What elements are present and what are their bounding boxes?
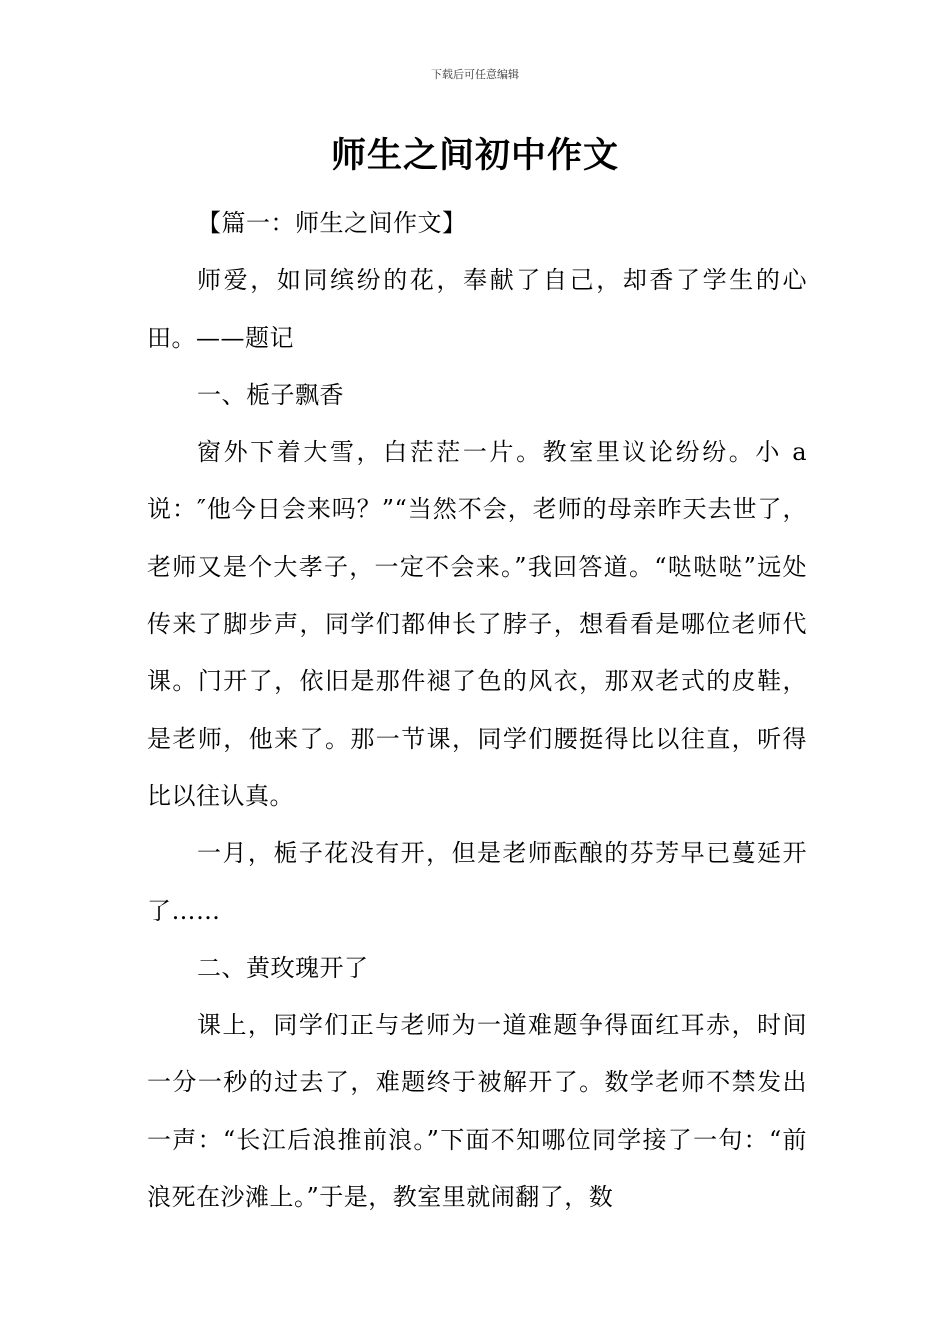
- paragraph: 课上，同学们正与老师为一道难题争得面红耳赤，时间一分一秒的过去了，难题终于被解开了。数学老师不禁发出一声：“长江后浪推前浪。”下面不知哪位同学接了一句：“前浪死在沙滩上。”于是，教室里就闹翻了，数: [147, 1011, 807, 1212]
- subheading: 一、栀子飘香: [197, 380, 344, 409]
- subheading: 二、黄玫瑰开了: [197, 953, 369, 982]
- paragraph: 师爱，如同缤纷的花，奉献了自己，却香了学生的心田。——题记: [147, 266, 807, 352]
- paragraph: 窗外下着大雪，白茫茫一片。教室里议论纷纷。小 a 说：″他今日会来吗？”“当然不会，老师的母亲昨天去世了，老师又是个大孝子，一定不会来。”我回答道。“哒哒哒”远处传来了脚步声，同学们都伸长了脖子，想看看是哪位老师代课。门开了，依旧是那件褪了色的风衣，那双老式的皮鞋，是老师，他来了。那一节课，同学们腰挺得比以往直，听得比以往认真。: [147, 438, 807, 810]
- document-body: [147, 195, 807, 1226]
- paragraph: 一月，栀子花没有开，但是老师酝酿的芬芳早已蔓延开了……: [147, 839, 807, 925]
- page-title: 师生之间初中作文: [330, 136, 619, 176]
- section-heading: 【篇一：师生之间作文】: [197, 209, 467, 237]
- header-note: 下载后可任意编辑: [431, 68, 519, 81]
